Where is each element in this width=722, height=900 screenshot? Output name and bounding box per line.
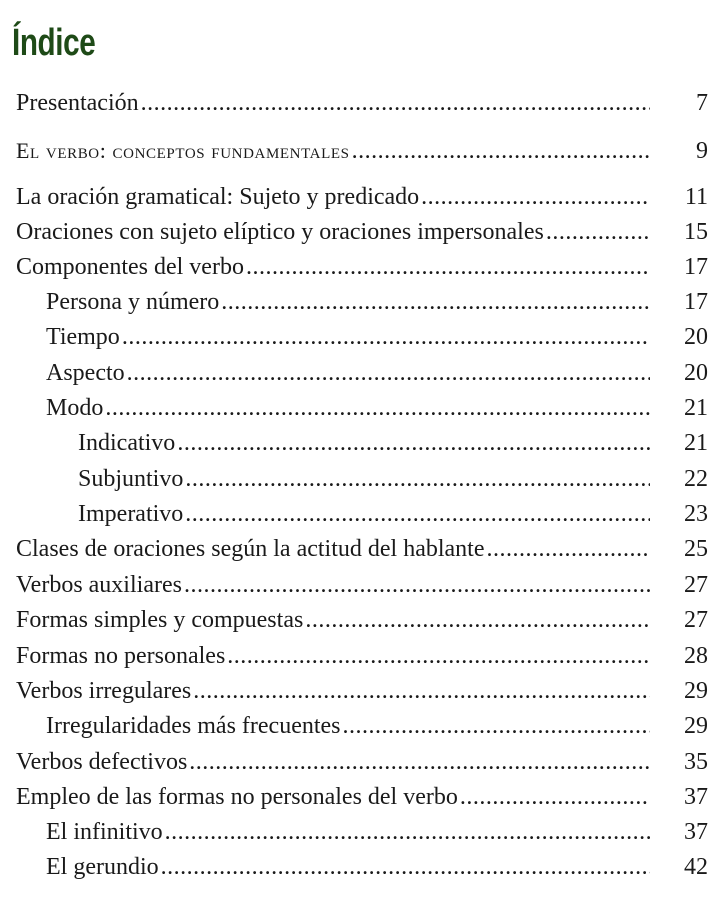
- dot-leader: [487, 532, 650, 566]
- dot-leader: [141, 86, 650, 120]
- dot-leader: [185, 497, 650, 531]
- toc-entry-label: Irregularidades más frecuentes: [46, 713, 341, 739]
- page-title: Índice: [12, 22, 96, 64]
- toc-page-number: 27: [684, 572, 708, 598]
- toc-entry[interactable]: [0, 674, 722, 708]
- toc-entry-label: Componentes del verbo: [16, 254, 244, 280]
- toc-entry[interactable]: [0, 850, 722, 884]
- toc-entry-label: La oración gramatical: Sujeto y predicado: [16, 184, 420, 210]
- dot-leader: [189, 745, 650, 779]
- toc-entry-label: Tiempo: [46, 324, 120, 350]
- toc-page-number: 11: [684, 184, 708, 210]
- dot-leader: [193, 674, 650, 708]
- toc-entry-presentacion[interactable]: [0, 86, 722, 120]
- toc-entry-label: Formas no personales: [16, 643, 226, 669]
- toc-entry[interactable]: [0, 497, 722, 531]
- toc-entry-section-heading[interactable]: [0, 134, 722, 168]
- dot-leader: [227, 639, 650, 673]
- toc-entry-label: Formas simples y compuestas: [16, 607, 304, 633]
- toc-page-number: 17: [684, 254, 708, 280]
- dot-leader: [352, 134, 650, 168]
- toc-page-number: 42: [684, 854, 708, 880]
- toc-entry[interactable]: [0, 780, 722, 814]
- toc-entry-label: Subjuntivo: [78, 466, 184, 492]
- toc-page-number: 29: [684, 678, 708, 704]
- toc-page-number: 35: [684, 749, 708, 775]
- toc-entry[interactable]: [0, 745, 722, 779]
- toc-entry-label: El verbo: conceptos fundamentales: [16, 138, 350, 163]
- toc-entry[interactable]: [0, 320, 722, 354]
- toc-entry-label: Presentación: [16, 90, 139, 116]
- dot-leader: [185, 462, 650, 496]
- toc-page-number: 27: [684, 607, 708, 633]
- toc-page-number: 23: [684, 501, 708, 527]
- dot-leader: [165, 815, 650, 849]
- toc-page-number: 37: [684, 819, 708, 845]
- toc-page-number: 9: [696, 138, 708, 164]
- toc-entry[interactable]: [0, 709, 722, 743]
- toc-entry-label: Indicativo: [78, 430, 176, 456]
- toc-entry[interactable]: [0, 426, 722, 460]
- toc-entry-label: Imperativo: [78, 501, 184, 527]
- toc-entry[interactable]: [0, 603, 722, 637]
- toc-page-number: 37: [684, 784, 708, 810]
- dot-leader: [122, 320, 650, 354]
- toc-entry[interactable]: [0, 250, 722, 284]
- toc-entry[interactable]: [0, 639, 722, 673]
- toc-page-number: 28: [684, 643, 708, 669]
- dot-leader: [177, 426, 650, 460]
- dot-leader: [161, 850, 650, 884]
- dot-leader: [546, 215, 650, 249]
- toc-entry[interactable]: [0, 391, 722, 425]
- toc-entry[interactable]: [0, 180, 722, 214]
- toc-page-number: 15: [684, 219, 708, 245]
- toc-page-number: 29: [684, 713, 708, 739]
- toc-page-number: 25: [684, 536, 708, 562]
- toc-entry[interactable]: [0, 815, 722, 849]
- toc-entry-label: Verbos irregulares: [16, 678, 192, 704]
- toc-entry-label: El gerundio: [46, 854, 159, 880]
- toc-entry[interactable]: [0, 568, 722, 602]
- toc-entry-label: Oraciones con sujeto elíptico y oraciones impersonales: [16, 219, 544, 245]
- dot-leader: [343, 709, 650, 743]
- toc-entry[interactable]: [0, 215, 722, 249]
- dot-leader: [460, 780, 650, 814]
- toc-page-number: 17: [684, 289, 708, 315]
- dot-leader: [105, 391, 650, 425]
- toc-entry-label: El infinitivo: [46, 819, 163, 845]
- dot-leader: [184, 568, 650, 602]
- toc-entry-label: Aspecto: [46, 360, 125, 386]
- toc-page-number: 7: [696, 90, 708, 116]
- toc-entry-label: Verbos auxiliares: [16, 572, 182, 598]
- toc-entry[interactable]: [0, 356, 722, 390]
- dot-leader: [246, 250, 650, 284]
- toc-entry[interactable]: [0, 532, 722, 566]
- toc-entry[interactable]: [0, 462, 722, 496]
- toc-entry[interactable]: [0, 285, 722, 319]
- toc-page-number: 21: [684, 430, 708, 456]
- toc-page-number: 22: [684, 466, 708, 492]
- toc-page-number: 20: [684, 324, 708, 350]
- toc-entry-label: Modo: [46, 395, 104, 421]
- dot-leader: [127, 356, 650, 390]
- toc-entry-label: Empleo de las formas no personales del verbo: [16, 784, 458, 810]
- toc-entry-label: Clases de oraciones según la actitud del hablante: [16, 536, 485, 562]
- dot-leader: [221, 285, 650, 319]
- toc-page-number: 20: [684, 360, 708, 386]
- toc-entry-label: Persona y número: [46, 289, 220, 315]
- dot-leader: [421, 180, 650, 214]
- dot-leader: [305, 603, 650, 637]
- toc-page-number: 21: [684, 395, 708, 421]
- toc-entry-label: Verbos defectivos: [16, 749, 188, 775]
